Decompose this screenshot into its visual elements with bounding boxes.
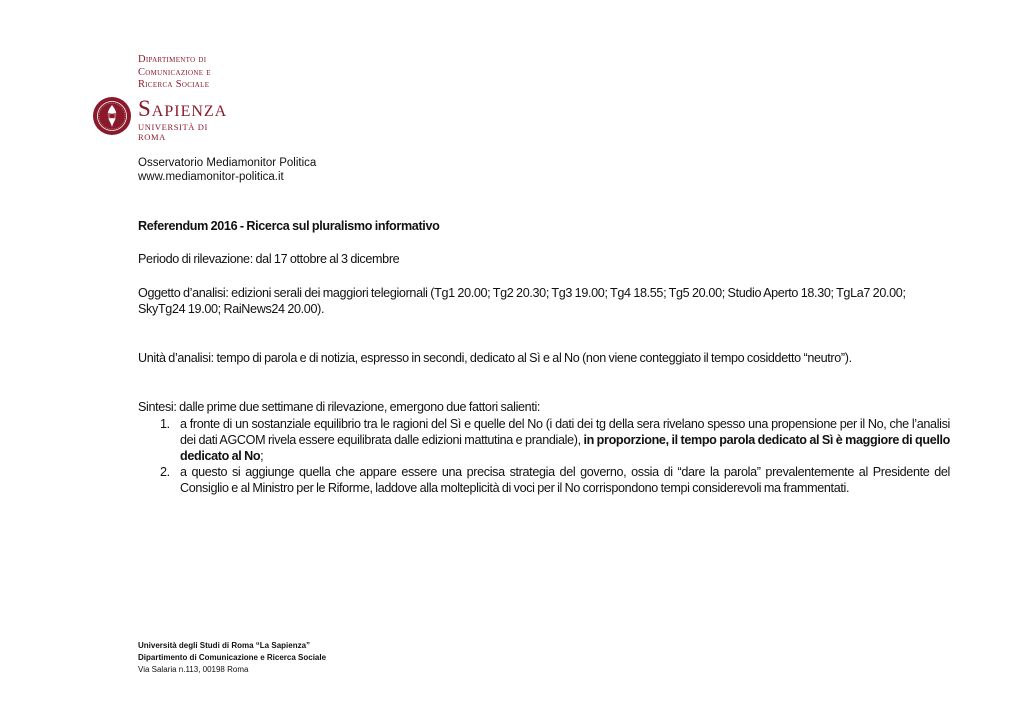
list-item-number: 1. (160, 417, 170, 431)
document-body (138, 218, 950, 496)
list-item (138, 464, 950, 496)
dept-line-1: Dipartimento di (138, 54, 207, 65)
footer (138, 640, 326, 676)
observatory-name: Osservatorio Mediamonitor Politica (138, 157, 317, 169)
dept-line-3: Ricerca Sociale (138, 79, 210, 90)
list-item-bold-text: in proporzione, il tempo parola dedicato al Sì è maggiore di quello dedicato al No (180, 433, 950, 463)
observatory-block (138, 156, 316, 184)
observatory-url[interactable]: www.mediamonitor-politica.it (138, 171, 284, 183)
logo-name: Sapienza (138, 96, 228, 121)
list-item (138, 416, 950, 464)
list-item-text: a questo si aggiunge quella che appare essere una precisa strategia del governo, ossia di “dare la parola” prevalentemente al Presidente del Consiglio e al Ministro per le Riforme, laddove alla molteplicità di voci per il No corrispondono tempi considerevoli ma frammentati. (180, 465, 950, 495)
footer-department: Dipartimento di Comunicazione e Ricerca Sociale (138, 653, 327, 662)
summary-list (138, 416, 950, 496)
document-title: Referendum 2016 - Ricerca sul pluralismo informativo (138, 219, 440, 233)
list-item-tail: ; (260, 449, 264, 463)
list-item-text: a fronte di un sostanziale equilibrio tra le ragioni del Sì e quelle del No (i dati dei tg della sera rivelano spesso una propensione per il No, che l’analisi dei dati AGCOM rivela essere equilibrata dalle edizioni mattutina e prandiale), (180, 417, 950, 447)
footer-address: Via Salaria n.113, 00198 Roma (138, 665, 249, 674)
sapienza-logo (92, 96, 232, 140)
dept-line-2: Comunicazione e (138, 66, 211, 78)
summary-intro: Sintesi: dalle prime due settimane di rilevazione, emergono due fattori salienti: (138, 400, 541, 414)
logo-wordmark (138, 96, 232, 142)
list-item-number: 2. (160, 465, 170, 479)
unit-paragraph: Unità d’analisi: tempo di parola e di notizia, espresso in secondi, dedicato al Sì e al No (non viene conteggiato il tempo cosiddetto “neutro”). (138, 351, 852, 365)
sapienza-seal-icon (92, 96, 132, 136)
department-header (138, 54, 211, 92)
logo-subtitle: UNIVERSITÀ DI ROMA (138, 122, 208, 142)
object-paragraph: Oggetto d’analisi: edizioni serali dei maggiori telegiornali (Tg1 20.00; Tg2 20.30; Tg3 19.00; Tg4 18.55; Tg5 20.00; Studio Aperto 18.30; TgLa7 20.00; SkyTg24 19.00; RaiNews24 20.00). (138, 286, 906, 316)
period-paragraph: Periodo di rilevazione: dal 17 ottobre al 3 dicembre (138, 252, 400, 266)
footer-university: Università degli Studi di Roma “La Sapienza” (138, 641, 311, 650)
